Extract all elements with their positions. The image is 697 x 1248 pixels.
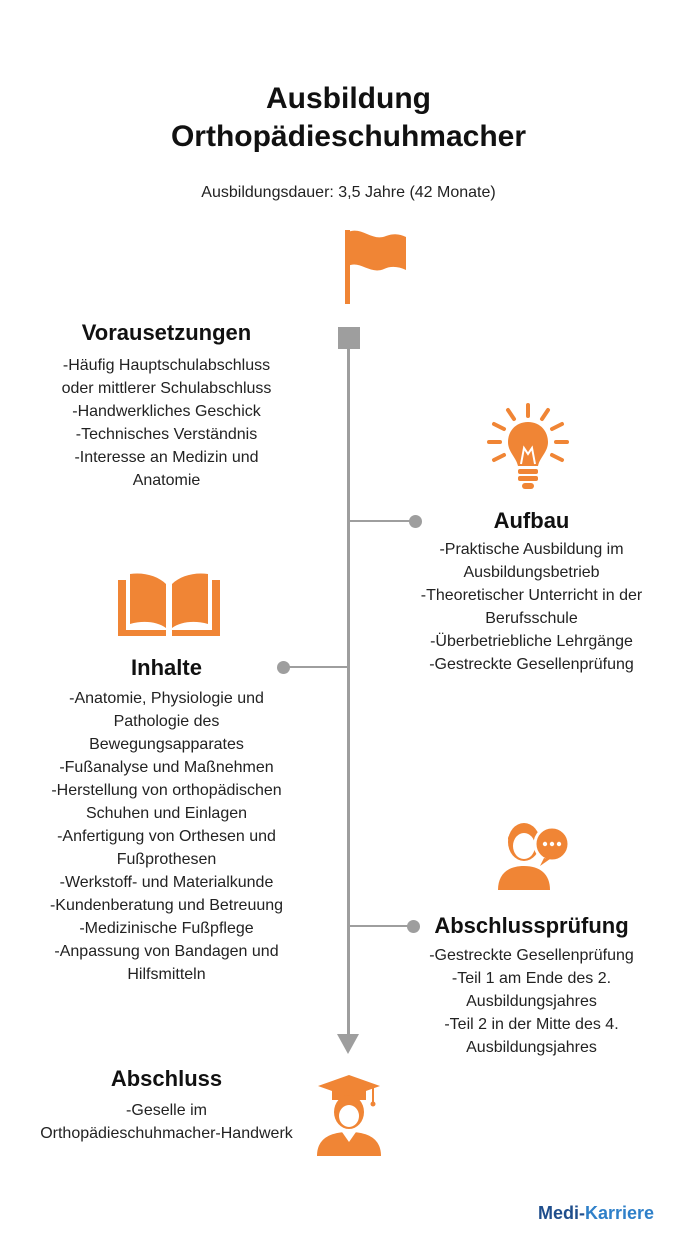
- section-list-aufbau: [400, 538, 663, 676]
- section-heading-abschluss: Abschluss: [110, 1066, 223, 1091]
- list-item: -Fußanalyse und Maßnehmen: [59, 759, 274, 776]
- graduate-icon: [314, 1072, 384, 1158]
- page-title-line1: Ausbildung: [266, 82, 431, 115]
- person-speech-icon: [494, 812, 572, 892]
- list-item: -Interesse an Medizin und: [74, 449, 259, 466]
- list-item: -Anfertigung von Orthesen und: [57, 828, 276, 845]
- list-item: Bewegungsapparates: [89, 736, 244, 753]
- list-item: Pathologie des: [113, 713, 220, 730]
- list-item: Berufsschule: [485, 610, 578, 627]
- medi-karriere-logo: [538, 1203, 654, 1224]
- list-item: -Theoretischer Unterricht in der: [420, 587, 643, 604]
- section-heading-inhalte: Inhalte: [131, 655, 202, 680]
- list-item: -Werkstoff- und Materialkunde: [59, 874, 274, 891]
- list-item: Ausbildungsbetrieb: [463, 564, 600, 581]
- list-item: -Teil 2 in der Mitte des 4.: [444, 1016, 619, 1033]
- list-item: -Herstellung von orthopädischen: [51, 782, 282, 799]
- section-list-voraussetzungen: [30, 354, 303, 492]
- book-icon: [116, 572, 222, 642]
- logo-part-medi: Medi-: [538, 1203, 585, 1223]
- list-item: -Handwerkliches Geschick: [72, 403, 261, 420]
- duration-text: Ausbildungsdauer: 3,5 Jahre (42 Monate): [201, 184, 496, 201]
- list-item: -Gestreckte Gesellenprüfung: [429, 656, 634, 673]
- timeline-start-marker: [338, 327, 360, 349]
- list-item: -Praktische Ausbildung im: [439, 541, 624, 558]
- lightbulb-icon: [486, 402, 570, 494]
- list-item: Ausbildungsjahres: [466, 993, 597, 1010]
- list-item: -Medizinische Fußpflege: [79, 920, 254, 937]
- list-item: Anatomie: [132, 472, 201, 489]
- list-item: Ausbildungsjahres: [466, 1039, 597, 1056]
- list-item: Orthopädieschuhmacher-Handwerk: [40, 1125, 293, 1142]
- list-item: oder mittlerer Schulabschluss: [61, 380, 272, 397]
- list-item: Schuhen und Einlagen: [85, 805, 248, 822]
- flag-icon: [338, 228, 410, 306]
- logo-part-karriere: Karriere: [585, 1203, 655, 1223]
- list-item: -Gestreckte Gesellenprüfung: [429, 947, 634, 964]
- list-item: Fußprothesen: [116, 851, 217, 868]
- list-item: -Häufig Hauptschulabschluss: [62, 357, 271, 374]
- section-heading-abschlusspruefung: Abschlussprüfung: [434, 913, 629, 938]
- section-list-inhalte: [30, 687, 303, 986]
- list-item: -Anpassung von Bandagen und: [54, 943, 279, 960]
- section-heading-voraussetzungen: Vorausetzungen: [81, 320, 252, 345]
- list-item: -Teil 1 am Ende des 2.: [451, 970, 612, 987]
- section-heading-aufbau: Aufbau: [493, 508, 570, 533]
- list-item: -Überbetriebliche Lehrgänge: [430, 633, 633, 650]
- page-title-line2: Orthopädieschuhmacher: [170, 120, 527, 153]
- timeline-line: [347, 340, 350, 1040]
- section-list-abschluss: [20, 1099, 313, 1145]
- timeline-arrow-head: [337, 1034, 359, 1054]
- list-item: -Kundenberatung und Betreuung: [49, 897, 284, 914]
- list-item: -Anatomie, Physiologie und: [69, 690, 264, 707]
- list-item: -Technisches Verständnis: [75, 426, 258, 443]
- section-list-abschlusspruefung: [400, 944, 663, 1059]
- list-item: Hilfsmitteln: [127, 966, 206, 983]
- list-item: -Geselle im: [126, 1102, 207, 1119]
